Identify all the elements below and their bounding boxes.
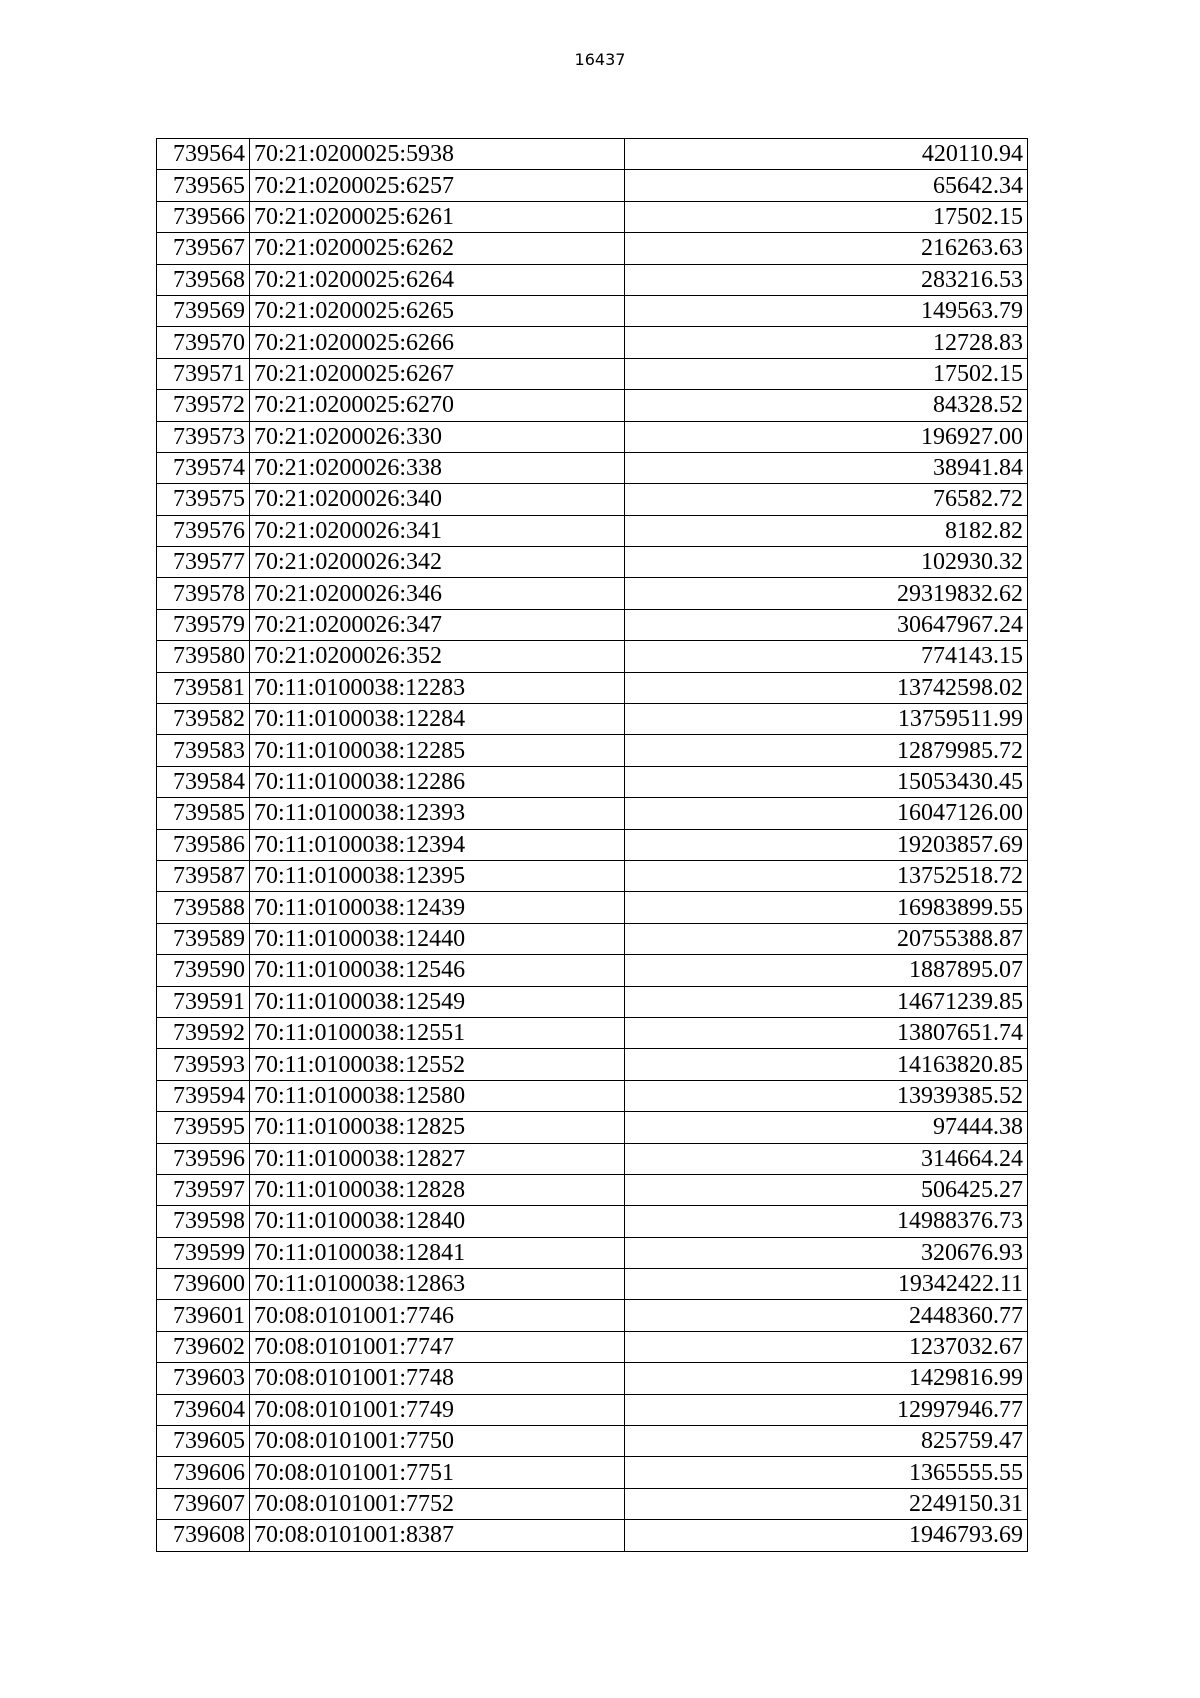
cadastral-number-cell: 70:21:0200026:338 [250, 452, 625, 483]
value-cell: 38941.84 [625, 452, 1028, 483]
value-cell: 16047126.00 [625, 798, 1028, 829]
cadastral-number-cell: 70:11:0100038:12394 [250, 829, 625, 860]
value-cell: 1365555.55 [625, 1457, 1028, 1488]
value-cell: 1429816.99 [625, 1363, 1028, 1394]
row-number-cell: 739599 [157, 1237, 250, 1268]
row-number-cell: 739567 [157, 233, 250, 264]
row-number-cell: 739603 [157, 1363, 250, 1394]
value-cell: 8182.82 [625, 515, 1028, 546]
value-cell: 13759511.99 [625, 704, 1028, 735]
value-cell: 13752518.72 [625, 860, 1028, 891]
cadastral-number-cell: 70:11:0100038:12551 [250, 1017, 625, 1048]
row-number-cell: 739598 [157, 1206, 250, 1237]
cadastral-number-cell: 70:08:0101001:7752 [250, 1488, 625, 1519]
cadastral-number-cell: 70:21:0200026:340 [250, 484, 625, 515]
cadastral-number-cell: 70:21:0200026:347 [250, 609, 625, 640]
value-cell: 19342422.11 [625, 1269, 1028, 1300]
value-cell: 506425.27 [625, 1174, 1028, 1205]
cadastral-number-cell: 70:11:0100038:12440 [250, 923, 625, 954]
table-row [157, 170, 1028, 201]
cadastral-number-cell: 70:11:0100038:12284 [250, 704, 625, 735]
value-cell: 13742598.02 [625, 672, 1028, 703]
table-row [157, 798, 1028, 829]
table-row [157, 672, 1028, 703]
cadastral-number-cell: 70:21:0200025:6262 [250, 233, 625, 264]
table-row [157, 892, 1028, 923]
value-cell: 84328.52 [625, 390, 1028, 421]
table-row [157, 1174, 1028, 1205]
row-number-cell: 739592 [157, 1017, 250, 1048]
cadastral-number-cell: 70:21:0200025:6267 [250, 358, 625, 389]
value-cell: 14671239.85 [625, 986, 1028, 1017]
table-row [157, 609, 1028, 640]
row-number-cell: 739569 [157, 295, 250, 326]
row-number-cell: 739594 [157, 1080, 250, 1111]
row-number-cell: 739588 [157, 892, 250, 923]
row-number-cell: 739575 [157, 484, 250, 515]
cadastral-number-cell: 70:21:0200025:6257 [250, 170, 625, 201]
value-cell: 12997946.77 [625, 1394, 1028, 1425]
row-number-cell: 739605 [157, 1426, 250, 1457]
value-cell: 1237032.67 [625, 1331, 1028, 1362]
table-row [157, 421, 1028, 452]
value-cell: 283216.53 [625, 264, 1028, 295]
row-number-cell: 739589 [157, 923, 250, 954]
value-cell: 29319832.62 [625, 578, 1028, 609]
value-cell: 320676.93 [625, 1237, 1028, 1268]
row-number-cell: 739564 [157, 139, 250, 170]
value-cell: 314664.24 [625, 1143, 1028, 1174]
table-row [157, 264, 1028, 295]
table-row [157, 704, 1028, 735]
row-number-cell: 739604 [157, 1394, 250, 1425]
cadastral-number-cell: 70:21:0200025:6261 [250, 201, 625, 232]
cadastral-number-cell: 70:11:0100038:12825 [250, 1112, 625, 1143]
value-cell: 1946793.69 [625, 1520, 1028, 1551]
cadastral-number-cell: 70:11:0100038:12580 [250, 1080, 625, 1111]
value-cell: 102930.32 [625, 547, 1028, 578]
row-number-cell: 739591 [157, 986, 250, 1017]
cadastral-number-cell: 70:21:0200026:341 [250, 515, 625, 546]
table-row [157, 139, 1028, 170]
value-cell: 97444.38 [625, 1112, 1028, 1143]
value-cell: 17502.15 [625, 201, 1028, 232]
cadastral-number-cell: 70:08:0101001:7750 [250, 1426, 625, 1457]
cadastral-number-cell: 70:11:0100038:12286 [250, 766, 625, 797]
row-number-cell: 739595 [157, 1112, 250, 1143]
row-number-cell: 739583 [157, 735, 250, 766]
table-row [157, 390, 1028, 421]
row-number-cell: 739587 [157, 860, 250, 891]
row-number-cell: 739580 [157, 641, 250, 672]
cadastral-number-cell: 70:21:0200025:6266 [250, 327, 625, 358]
cadastral-number-cell: 70:11:0100038:12841 [250, 1237, 625, 1268]
table-row [157, 1112, 1028, 1143]
row-number-cell: 739579 [157, 609, 250, 640]
cadastral-number-cell: 70:11:0100038:12546 [250, 955, 625, 986]
cadastral-number-cell: 70:21:0200025:6270 [250, 390, 625, 421]
cadastral-number-cell: 70:11:0100038:12439 [250, 892, 625, 923]
table-row [157, 766, 1028, 797]
cadastral-number-cell: 70:21:0200026:330 [250, 421, 625, 452]
cadastral-number-cell: 70:11:0100038:12395 [250, 860, 625, 891]
table-row [157, 295, 1028, 326]
value-cell: 825759.47 [625, 1426, 1028, 1457]
cadastral-number-cell: 70:11:0100038:12863 [250, 1269, 625, 1300]
table-row [157, 1488, 1028, 1519]
row-number-cell: 739566 [157, 201, 250, 232]
cadastral-number-cell: 70:08:0101001:7746 [250, 1300, 625, 1331]
value-cell: 774143.15 [625, 641, 1028, 672]
table-row [157, 1017, 1028, 1048]
row-number-cell: 739607 [157, 1488, 250, 1519]
row-number-cell: 739581 [157, 672, 250, 703]
value-cell: 2249150.31 [625, 1488, 1028, 1519]
cadastral-number-cell: 70:11:0100038:12285 [250, 735, 625, 766]
value-cell: 19203857.69 [625, 829, 1028, 860]
table-row [157, 1300, 1028, 1331]
table-row [157, 1457, 1028, 1488]
cadastral-number-cell: 70:08:0101001:7751 [250, 1457, 625, 1488]
table-row [157, 1426, 1028, 1457]
row-number-cell: 739608 [157, 1520, 250, 1551]
value-cell: 14163820.85 [625, 1049, 1028, 1080]
cadastral-number-cell: 70:21:0200025:5938 [250, 139, 625, 170]
cadastral-number-cell: 70:08:0101001:7747 [250, 1331, 625, 1362]
table-row [157, 1080, 1028, 1111]
value-cell: 420110.94 [625, 139, 1028, 170]
value-cell: 12879985.72 [625, 735, 1028, 766]
table-row [157, 547, 1028, 578]
row-number-cell: 739597 [157, 1174, 250, 1205]
cadastral-number-cell: 70:08:0101001:7748 [250, 1363, 625, 1394]
value-cell: 12728.83 [625, 327, 1028, 358]
table-body [157, 139, 1028, 1552]
table-row [157, 201, 1028, 232]
row-number-cell: 739577 [157, 547, 250, 578]
row-number-cell: 739576 [157, 515, 250, 546]
row-number-cell: 739601 [157, 1300, 250, 1331]
row-number-cell: 739586 [157, 829, 250, 860]
cadastral-number-cell: 70:11:0100038:12393 [250, 798, 625, 829]
table-row [157, 1269, 1028, 1300]
row-number-cell: 739572 [157, 390, 250, 421]
value-cell: 15053430.45 [625, 766, 1028, 797]
cadastral-number-cell: 70:11:0100038:12828 [250, 1174, 625, 1205]
table-row [157, 358, 1028, 389]
table-row [157, 1206, 1028, 1237]
table-row [157, 484, 1028, 515]
table-row [157, 1143, 1028, 1174]
row-number-cell: 739570 [157, 327, 250, 358]
row-number-cell: 739584 [157, 766, 250, 797]
table-row [157, 233, 1028, 264]
value-cell: 17502.15 [625, 358, 1028, 389]
row-number-cell: 739593 [157, 1049, 250, 1080]
value-cell: 1887895.07 [625, 955, 1028, 986]
value-cell: 30647967.24 [625, 609, 1028, 640]
table-row [157, 1237, 1028, 1268]
cadastral-number-cell: 70:21:0200025:6265 [250, 295, 625, 326]
table-row [157, 860, 1028, 891]
cadastral-number-cell: 70:11:0100038:12840 [250, 1206, 625, 1237]
table-row [157, 1363, 1028, 1394]
cadastral-number-cell: 70:08:0101001:7749 [250, 1394, 625, 1425]
row-number-cell: 739571 [157, 358, 250, 389]
row-number-cell: 739573 [157, 421, 250, 452]
row-number-cell: 739574 [157, 452, 250, 483]
value-cell: 76582.72 [625, 484, 1028, 515]
cadastral-number-cell: 70:11:0100038:12827 [250, 1143, 625, 1174]
value-cell: 20755388.87 [625, 923, 1028, 954]
table-row [157, 327, 1028, 358]
table-row [157, 986, 1028, 1017]
data-table [156, 138, 1028, 1552]
table-row [157, 829, 1028, 860]
cadastral-number-cell: 70:11:0100038:12549 [250, 986, 625, 1017]
value-cell: 16983899.55 [625, 892, 1028, 923]
cadastral-number-cell: 70:21:0200026:342 [250, 547, 625, 578]
cadastral-number-cell: 70:08:0101001:8387 [250, 1520, 625, 1551]
value-cell: 2448360.77 [625, 1300, 1028, 1331]
cadastral-number-cell: 70:21:0200025:6264 [250, 264, 625, 295]
cadastral-number-cell: 70:11:0100038:12283 [250, 672, 625, 703]
row-number-cell: 739565 [157, 170, 250, 201]
value-cell: 196927.00 [625, 421, 1028, 452]
row-number-cell: 739600 [157, 1269, 250, 1300]
row-number-cell: 739585 [157, 798, 250, 829]
table-row [157, 1520, 1028, 1551]
page-number: 16437 [574, 50, 626, 69]
value-cell: 13939385.52 [625, 1080, 1028, 1111]
value-cell: 65642.34 [625, 170, 1028, 201]
row-number-cell: 739568 [157, 264, 250, 295]
value-cell: 14988376.73 [625, 1206, 1028, 1237]
cadastral-number-cell: 70:21:0200026:346 [250, 578, 625, 609]
row-number-cell: 739582 [157, 704, 250, 735]
value-cell: 149563.79 [625, 295, 1028, 326]
row-number-cell: 739602 [157, 1331, 250, 1362]
row-number-cell: 739578 [157, 578, 250, 609]
table-row [157, 452, 1028, 483]
table-row [157, 735, 1028, 766]
row-number-cell: 739590 [157, 955, 250, 986]
row-number-cell: 739596 [157, 1143, 250, 1174]
table-row [157, 515, 1028, 546]
row-number-cell: 739606 [157, 1457, 250, 1488]
cadastral-number-cell: 70:21:0200026:352 [250, 641, 625, 672]
value-cell: 13807651.74 [625, 1017, 1028, 1048]
cadastral-number-cell: 70:11:0100038:12552 [250, 1049, 625, 1080]
table-row [157, 1394, 1028, 1425]
table-row [157, 578, 1028, 609]
table-row [157, 923, 1028, 954]
table-row [157, 641, 1028, 672]
table-row [157, 1049, 1028, 1080]
value-cell: 216263.63 [625, 233, 1028, 264]
table-row [157, 955, 1028, 986]
table-row [157, 1331, 1028, 1362]
